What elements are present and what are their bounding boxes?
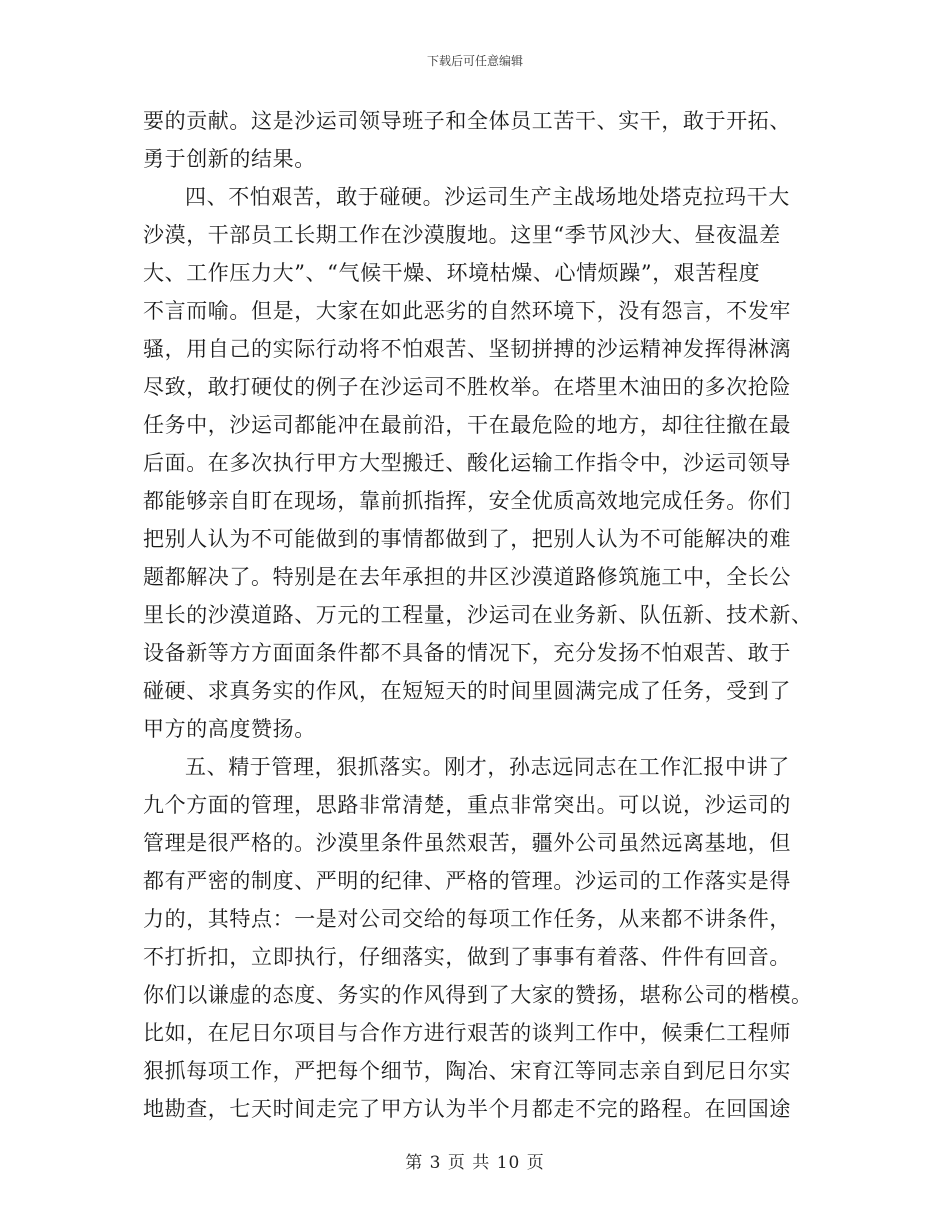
body-line: 任务中，沙运司都能冲在最前沿，干在最危险的地方，却往往撤在最 <box>143 413 791 437</box>
body-line: 把别人认为不可能做到的事情都做到了，把别人认为不可能解决的难 <box>143 527 791 551</box>
body-line: 要的贡献。这是沙运司领导班子和全体员工苦干、实干，敢于开拓、 <box>143 109 791 133</box>
body-line: 地勘查，七天时间走完了甲方认为半个月都走不完的路程。在回国途 <box>143 1097 791 1121</box>
body-line: 都有严密的制度、严明的纪律、严格的管理。沙运司的工作落实是得 <box>143 869 791 893</box>
body-line: 大、工作压力大”、“气候干燥、环境枯燥、心情烦躁”，艰苦程度 <box>143 261 761 285</box>
body-line: 你们以谦虚的态度、务实的作风得到了大家的赞扬，堪称公司的楷模。 <box>143 983 813 1007</box>
paragraph-start-line: 四、不怕艰苦，敢于碰硬。沙运司生产主战场地处塔克拉玛干大 <box>185 185 790 209</box>
page-number-footer: 第 3 页 共 10 页 <box>405 1153 545 1173</box>
body-line: 狠抓每项工作，严把每个细节，陶冶、宋育江等同志亲自到尼日尔实 <box>143 1059 791 1083</box>
body-line: 都能够亲自盯在现场，靠前抓指挥，安全优质高效地完成任务。你们 <box>143 489 791 513</box>
body-line: 力的，其特点：一是对公司交给的每项工作任务，从来都不讲条件， <box>143 907 791 931</box>
body-line: 甲方的高度赞扬。 <box>143 717 316 741</box>
body-line: 比如，在尼日尔项目与合作方进行艰苦的谈判工作中，候秉仁工程师 <box>143 1021 791 1045</box>
body-line: 管理是很严格的。沙漠里条件虽然艰苦，疆外公司虽然远离基地，但 <box>143 831 791 855</box>
paragraph-start-line: 五、精于管理，狠抓落实。刚才，孙志远同志在工作汇报中讲了 <box>185 755 790 779</box>
body-line: 里长的沙漠道路、万元的工程量，沙运司在业务新、队伍新、技术新、 <box>143 603 813 627</box>
body-line: 设备新等方方面面条件都不具备的情况下，充分发扬不怕艰苦、敢于 <box>143 641 791 665</box>
body-line: 勇于创新的结果。 <box>143 147 316 171</box>
page-header: 下载后可任意编辑 <box>426 54 523 68</box>
body-line: 沙漠，干部员工长期工作在沙漠腹地。这里“季节风沙大、昼夜温差 <box>143 223 781 247</box>
body-line: 骚，用自己的实际行动将不怕艰苦、坚韧拼搏的沙运精神发挥得淋漓 <box>143 337 791 361</box>
body-line: 九个方面的管理，思路非常清楚，重点非常突出。可以说，沙运司的 <box>143 793 791 817</box>
body-line: 题都解决了。特别是在去年承担的井区沙漠道路修筑施工中，全长公 <box>143 565 791 589</box>
body-line: 尽致，敢打硬仗的例子在沙运司不胜枚举。在塔里木油田的多次抢险 <box>143 375 791 399</box>
body-line: 不言而喻。但是，大家在如此恶劣的自然环境下，没有怨言，不发牢 <box>143 299 791 323</box>
body-line: 后面。在多次执行甲方大型搬迁、酸化运输工作指令中，沙运司领导 <box>143 451 791 475</box>
document-body <box>143 102 815 1128</box>
body-line: 不打折扣，立即执行，仔细落实，做到了事事有着落、件件有回音。 <box>143 945 791 969</box>
body-line: 碰硬、求真务实的作风，在短短天的时间里圆满完成了任务，受到了 <box>143 679 791 703</box>
